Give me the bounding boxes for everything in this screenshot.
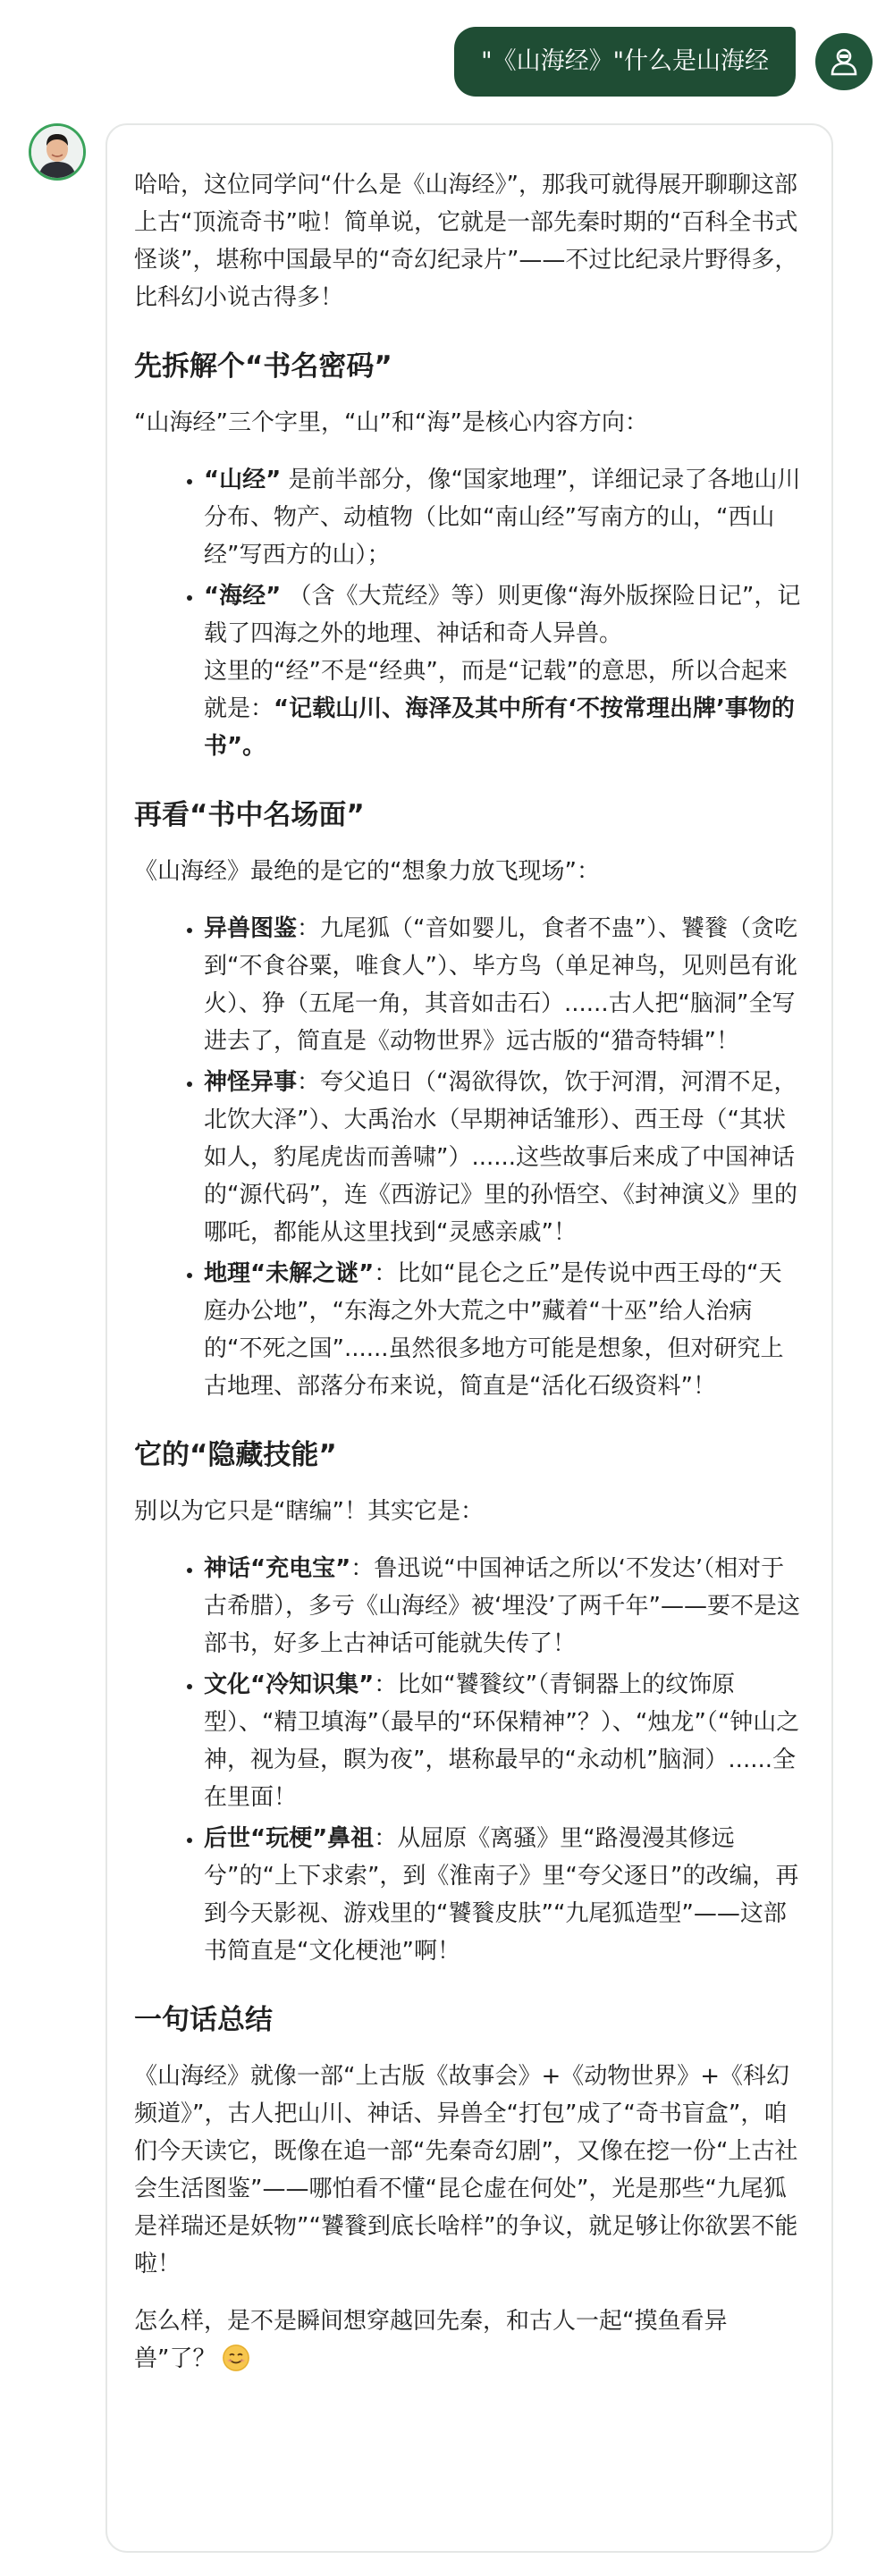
list-item-text: ：九尾狐（“音如婴儿，食者不蛊”）、饕餮（贪吃到“不食谷粟，唯食人”）、毕方鸟（单足神鸟，见则邑有讹火）、狰（五尾一角，其音如击石）......古人把“脑洞”全写进去了，简直是《动物世界》远古版的“猎奇特辑”！	[204, 915, 797, 1055]
list-item-text: ：比如“昆仑之丘”是传说中西王母的“天庭办公地”，“东海之外大荒之中”藏着“十巫”给人治病的“不死之国”......虽然很多地方可能是想象，但对研究上古地理、部落分布来说，简直是“活化石级资料”！	[204, 1260, 784, 1400]
list-item-text: 是前半部分，像“国家地理”，详细记录了各地山川分布、物产、动植物（比如“南山经”写南方的山，“西山经”写西方的山）；	[204, 467, 801, 568]
list-title-code	[134, 461, 805, 765]
user-message-row	[454, 27, 873, 97]
assistant-avatar[interactable]	[29, 123, 86, 181]
list-item-bold: 文化“冷知识集”	[204, 1671, 375, 1698]
section-lead-famous-scenes: 《山海经》最绝的是它的“想象力放飞现场”：	[134, 858, 600, 885]
list-item-bold: 后世“玩梗”鼻祖	[204, 1825, 375, 1852]
user-message-bubble: "《山海经》"什么是山海经	[454, 27, 796, 97]
section-heading-famous-scenes: 再看“书中名场面”	[134, 799, 365, 831]
list-item-text: ：夸父追日（“渴欲得饮，饮于河渭，河渭不足，北饮大泽”）、大禹治水（早期神话雏形）、西王母（“其状如人，豹尾虎齿而善啸”）......这些故事后来成了中国神话的“源代码”，连《西游记》里的孙悟空、《封神演义》里的哪吒，都能从这里找到“灵感亲戚”！	[204, 1069, 797, 1246]
closing-text: 怎么样，是不是瞬间想穿越回先秦，和古人一起“摸鱼看异兽”了？	[134, 2308, 728, 2372]
section-heading-title-code: 先拆解个“书名密码”	[134, 350, 392, 383]
smile-icon	[223, 2344, 249, 2371]
user-silhouette-icon	[829, 46, 859, 77]
section-lead-hidden-skills: 别以为它只是“瞎编”！其实它是：	[134, 1498, 484, 1525]
assistant-face-icon	[31, 126, 83, 178]
list-item-text: ：比如“饕餮纹”（青铜器上的纹饰原型）、“精卫填海”（最早的“环保精神”？）、“烛龙”（“钟山之神，视为昼，瞑为夜”，堪称最早的“永动机”脑洞）......全在里面！	[204, 1671, 800, 1811]
list-item	[204, 1064, 805, 1251]
user-avatar-icon[interactable]	[815, 33, 873, 90]
section-heading-hidden-skills: 它的“隐藏技能”	[134, 1439, 337, 1471]
smiling-face-emoji	[223, 2344, 249, 2371]
list-item-text: ：鲁迅说“中国神话之所以‘不发达’（相对于古希腊），多亏《山海经》被‘埋没’了两千年”——要不是这部书，好多上古神话可能就失传了！	[204, 1555, 800, 1657]
section-heading-summary: 一句话总结	[134, 2004, 273, 2036]
closing-paragraph	[134, 2302, 805, 2378]
list-hidden-skills	[134, 1550, 805, 1970]
summary-paragraph: 《山海经》就像一部“上古版《故事会》+《动物世界》+《科幻频道》”，古人把山川、神话、异兽全“打包”成了“奇书盲盒”，咱们今天读它，既像在追一部“先秦奇幻剧”，又像在挖一份“上古社会生活图鉴”——哪怕看不懂“昆仑虚在何处”，光是那些“九尾狐是祥瑞还是妖物”“饕餮到底长啥样”的争议，就足够让你欲罢不能啦！	[134, 2063, 798, 2277]
list-item	[204, 1820, 805, 1970]
list-item-bold: “海经”	[204, 583, 282, 610]
list-item	[204, 1666, 805, 1816]
list-item	[204, 910, 805, 1060]
intro-paragraph: 哈哈，这位同学问“什么是《山海经》”，那我可就得展开聊聊这部上古“顶流奇书”啦！简单说，它就是一部先秦时期的“百科全书式怪谈”，堪称中国最早的“奇幻纪录片”——不过比纪录片野得多，比科幻小说古得多！	[134, 172, 798, 311]
list-item-conclusion: “记载山川、海泽及其中所有‘不按常理出牌’事物的书”。	[204, 695, 795, 760]
list-item	[204, 1550, 805, 1663]
list-item-text: ：从屈原《离骚》里“路漫漫其修远兮”的“上下求索”，到《淮南子》里“夸父逐日”的改编，再到今天影视、游戏里的“饕餮皮肤”“九尾狐造型”——这部书简直是“文化梗池”啊！	[204, 1825, 799, 1965]
list-item-continuation: 这里的“经”不是“经典”，而是“记载”的意思，所以合起来就是：	[204, 658, 788, 722]
section-lead-title-code: “山海经”三个字里，“山”和“海”是核心内容方向：	[134, 409, 648, 436]
list-item-bold: 神怪异事	[204, 1069, 298, 1096]
list-item	[204, 1255, 805, 1405]
list-item	[204, 577, 805, 765]
list-item-bold: “山经”	[204, 467, 282, 493]
list-item	[204, 461, 805, 574]
assistant-message-card	[105, 123, 833, 2553]
list-famous-scenes	[134, 910, 805, 1405]
list-item-bold: 异兽图鉴	[204, 915, 298, 942]
list-item-text: （含《大荒经》等）则更像“海外版探险日记”，记载了四海之外的地理、神话和奇人异兽。	[204, 583, 801, 647]
list-item-bold: 神话“充电宝”	[204, 1555, 351, 1582]
list-item-bold: 地理“未解之谜”	[204, 1260, 375, 1287]
